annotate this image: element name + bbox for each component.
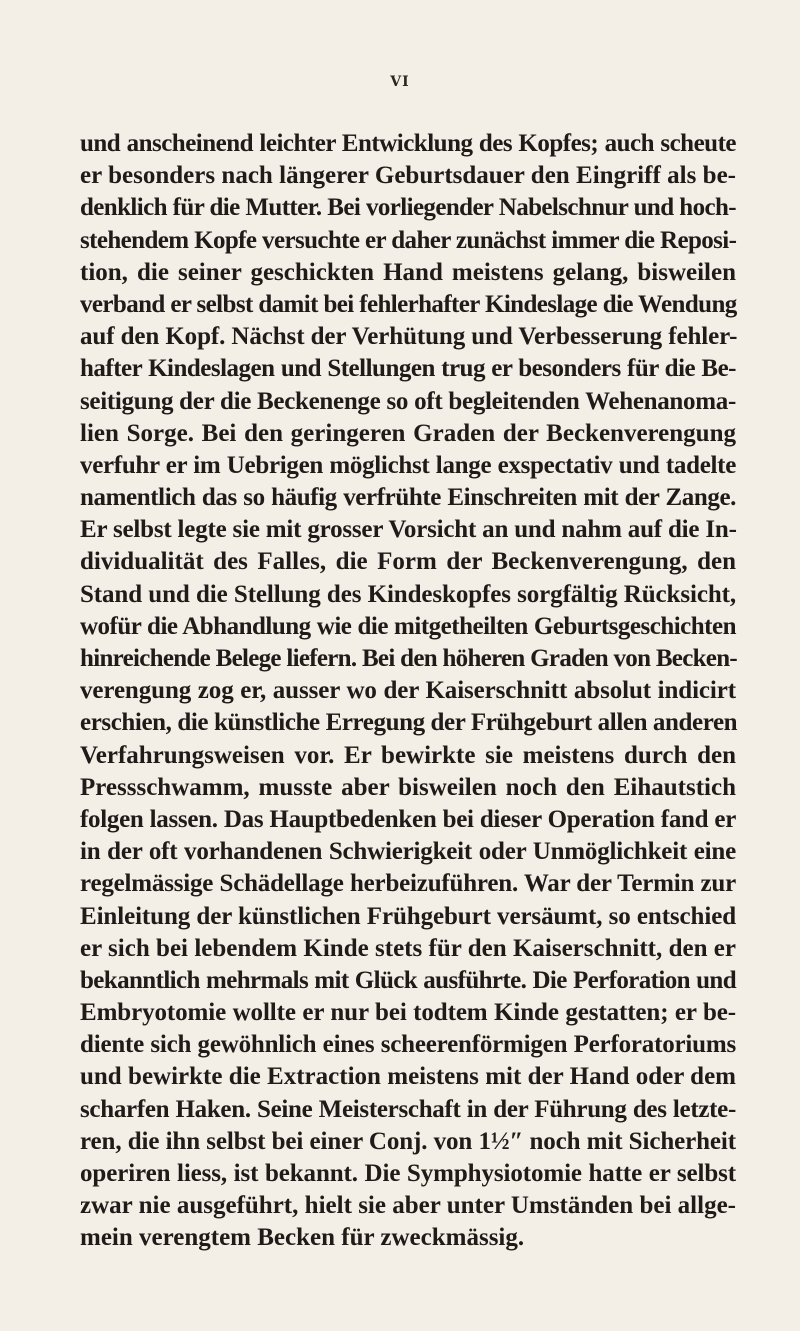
text-line: Einleitung der künstlichen Frühgeburt versäumt, so entschied xyxy=(80,902,736,930)
text-line: zwar nie ausgeführt, hielt sie aber unter Umständen bei allge- xyxy=(80,1192,736,1220)
text-line: erschien, die künstliche Erregung der Frühgeburt allen anderen xyxy=(80,709,738,737)
text-line: diente sich gewöhnlich eines scheerenförmigen Perforatoriums xyxy=(80,1031,736,1059)
text-line: hinreichende Belege liefern. Bei den höheren Graden von Becken- xyxy=(80,645,738,672)
text-line: in der oft vorhandenen Schwierigkeit oder Unmöglichkeit eine xyxy=(80,838,736,866)
text-line: er besonders nach längerer Geburtsdauer den Eingriff als be- xyxy=(80,162,736,190)
text-line: tion, die seiner geschickten Hand meistens gelang, bisweilen xyxy=(80,258,736,286)
text-line: mein verengtem Becken für zweckmässig. xyxy=(80,1224,525,1252)
text-line: scharfen Haken. Seine Meisterschaft in der Führung des letzte- xyxy=(80,1095,736,1123)
text-line: hafter Kindeslagen und Stellungen trug er besonders für die Be- xyxy=(80,355,736,383)
text-line: er sich bei lebendem Kinde stets für den Kaiserschnitt, den er xyxy=(80,934,736,962)
text-line: dividualität des Falles, die Form der Beckenverengung, den xyxy=(80,548,736,576)
body-paragraph xyxy=(80,128,736,1255)
text-line: verfuhr er im Uebrigen möglichst lange exspectativ und tadelte xyxy=(80,451,736,479)
text-line: stehendem Kopfe versuchte er daher zunächst immer die Reposi- xyxy=(80,226,737,254)
text-line: lien Sorge. Bei den geringeren Graden der Beckenverengung xyxy=(80,419,736,447)
text-line: auf den Kopf. Nächst der Verhütung und Verbesserung fehler- xyxy=(80,323,738,351)
text-line: Stand und die Stellung des Kindeskopfes sorgfältig Rücksicht, xyxy=(80,580,736,608)
text-line: Pressschwamm, musste aber bisweilen noch den Eihautstich xyxy=(80,773,736,801)
text-line: ren, die ihn selbst bei einer Conj. von 1½″ noch mit Sicherheit xyxy=(80,1127,736,1155)
text-line: Embryotomie wollte er nur bei todtem Kinde gestatten; er be- xyxy=(80,999,736,1027)
text-line: folgen lassen. Das Hauptbedenken bei dieser Operation fand er xyxy=(80,805,736,833)
text-line: bekanntlich mehrmals mit Glück ausführte. Die Perforation und xyxy=(80,966,736,994)
text-line: wofür die Abhandlung wie die mitgetheilten Geburtsgeschichten xyxy=(80,612,736,640)
text-line: Er selbst legte sie mit grosser Vorsicht an und nahm auf die In- xyxy=(80,516,737,544)
text-line: und bewirkte die Extraction meistens mit der Hand oder dem xyxy=(80,1063,736,1091)
page-number: VI xyxy=(390,74,410,90)
text-line: Verfahrungsweisen vor. Er bewirkte sie meistens durch den xyxy=(80,741,736,769)
text-line: verband er selbst damit bei fehlerhafter Kindeslage die Wendung xyxy=(80,290,737,318)
text-line: und anscheinend leichter Entwicklung des Kopfes; auch scheute xyxy=(80,130,736,157)
text-line: seitigung der die Beckenenge so oft begleitenden Wehenanoma- xyxy=(80,387,736,415)
text-line: namentlich das so häufig verfrühte Einschreiten mit der Zange. xyxy=(80,484,736,512)
text-line: verengung zog er, ausser wo der Kaiserschnitt absolut indicirt xyxy=(80,677,736,705)
text-line: operiren liess, ist bekannt. Die Symphysiotomie hatte er selbst xyxy=(80,1160,736,1187)
text-line: denklich für die Mutter. Bei vorliegender Nabelschnur und hoch- xyxy=(80,194,736,222)
text-line: regelmässige Schädellage herbeizuführen. War der Termin zur xyxy=(80,870,736,898)
